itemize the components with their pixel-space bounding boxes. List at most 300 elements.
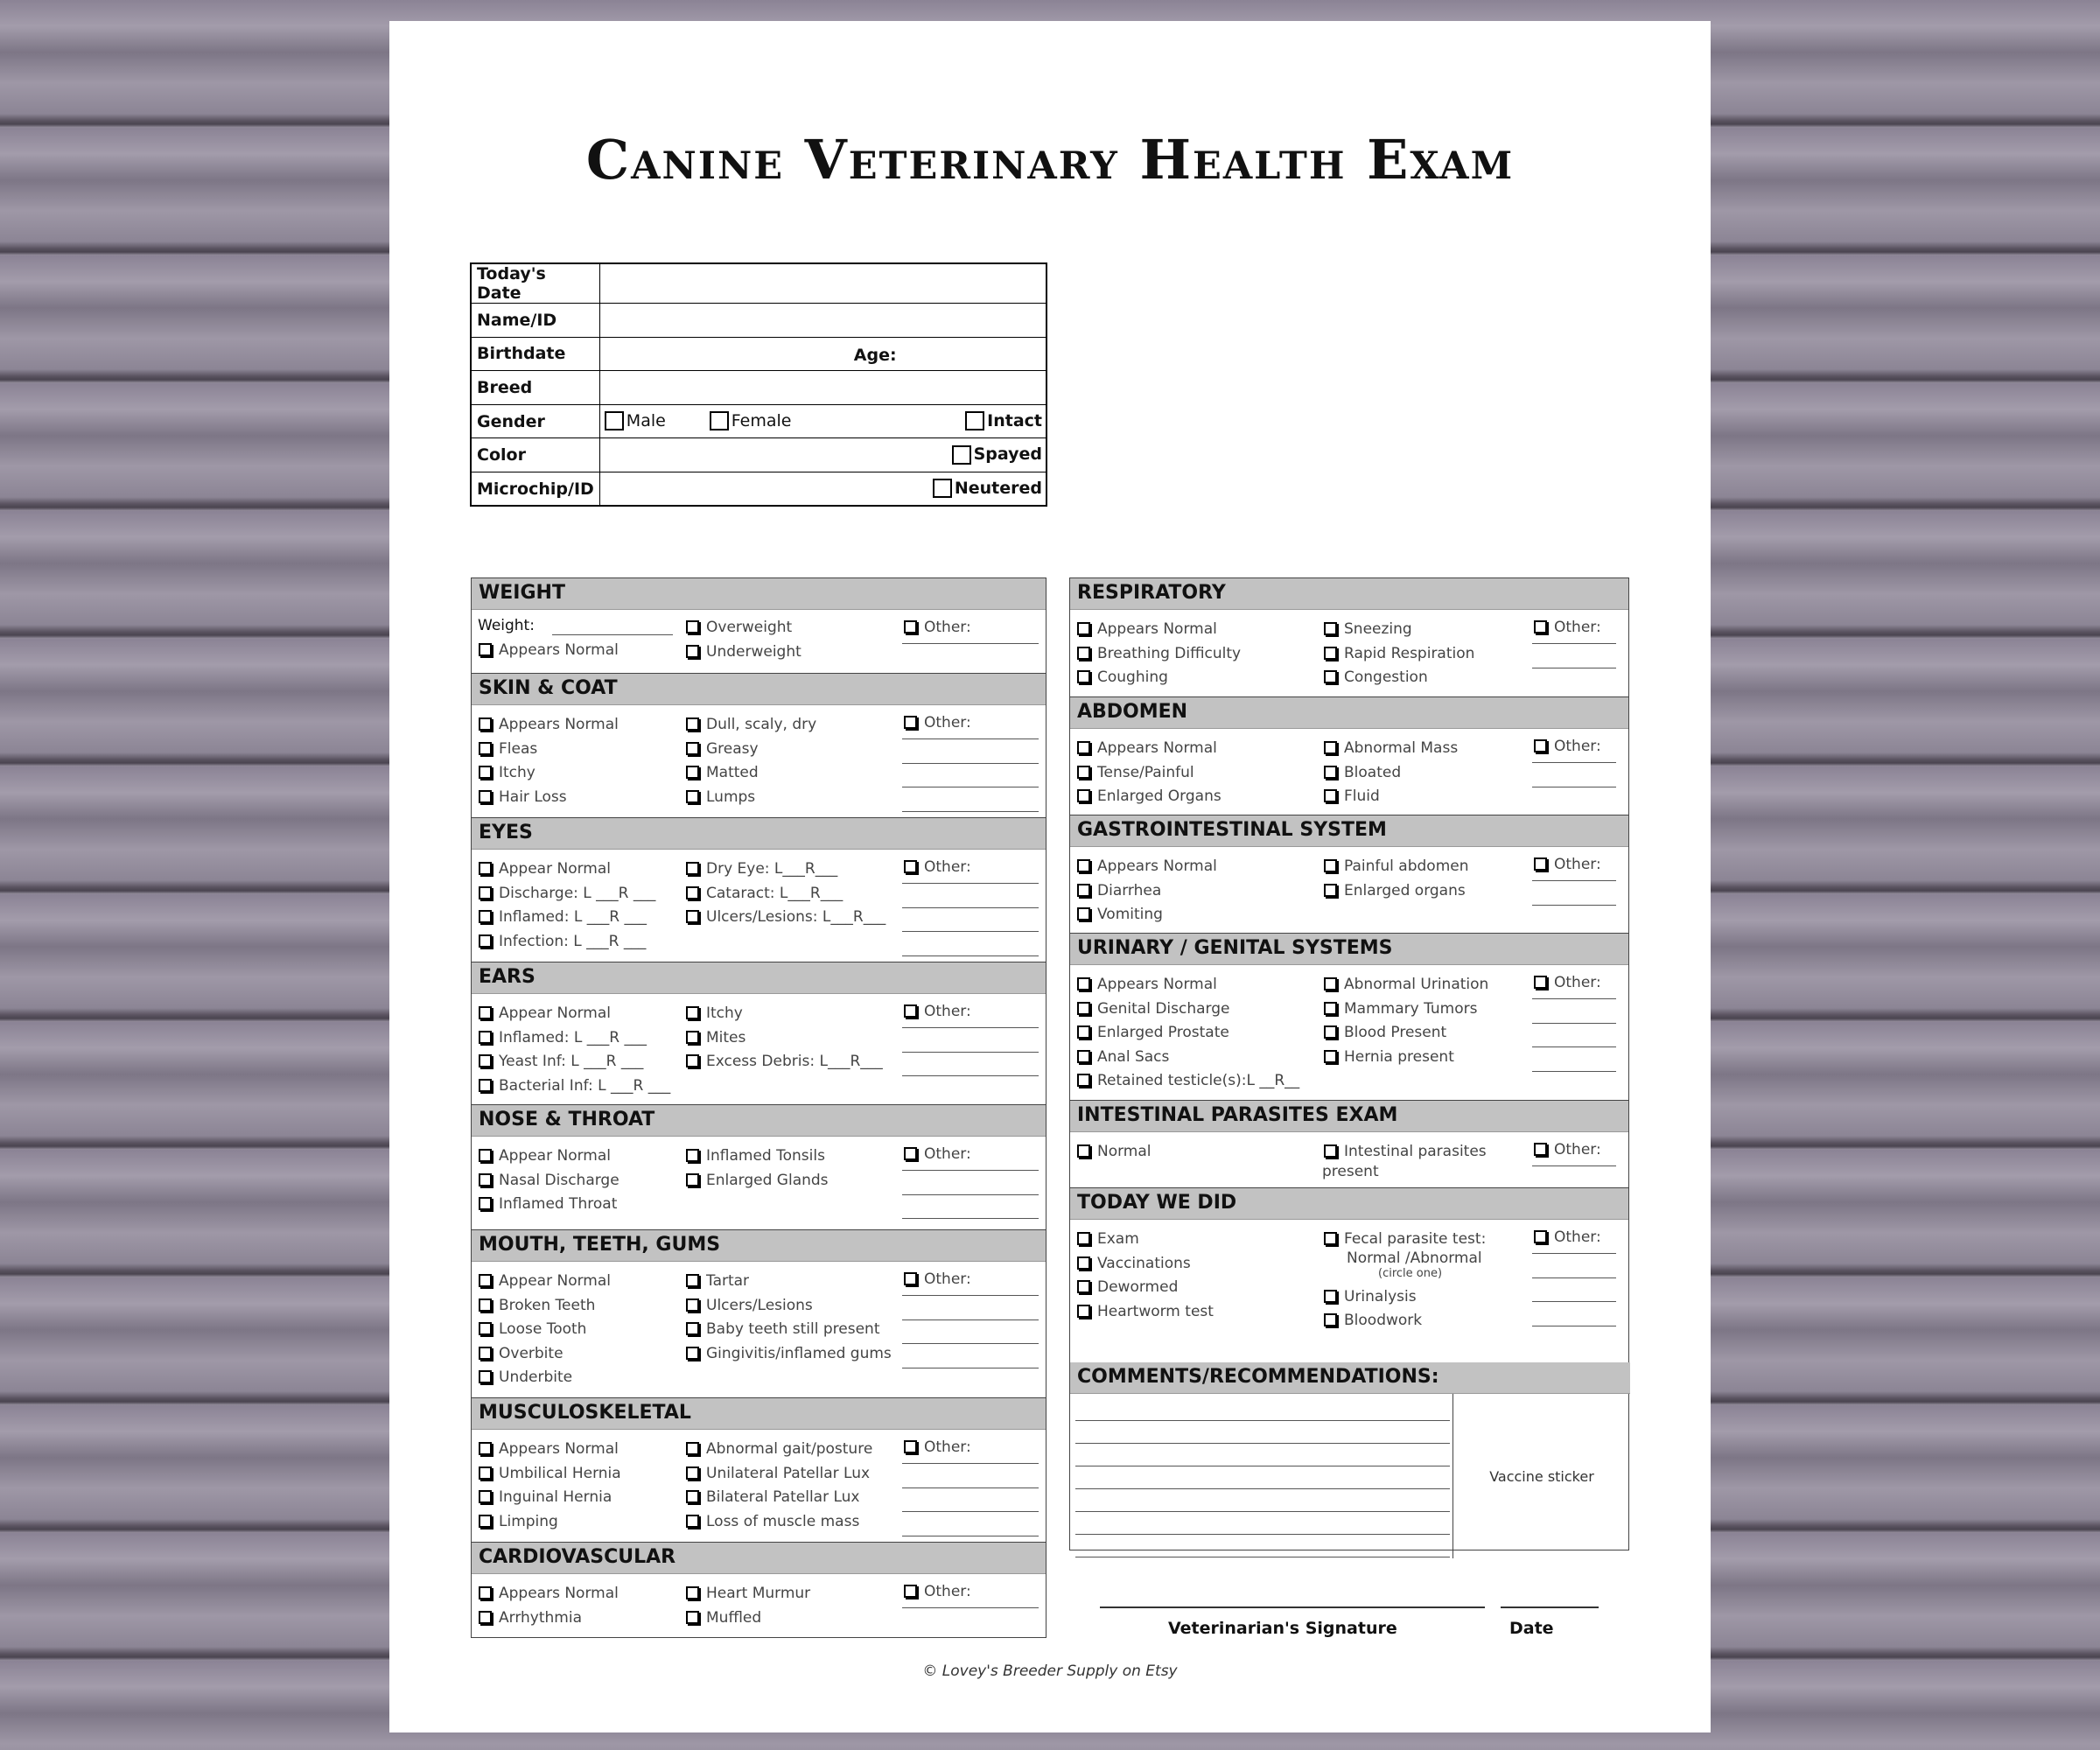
checkbox-icon[interactable] — [686, 1515, 699, 1528]
other-item[interactable] — [904, 1270, 971, 1288]
exam-item[interactable] — [479, 1077, 670, 1095]
comment-line[interactable] — [1075, 1557, 1450, 1558]
checkbox-icon[interactable] — [1324, 766, 1337, 779]
checkbox-icon[interactable] — [1534, 976, 1547, 989]
item-label: Inflamed Throat — [499, 1195, 618, 1213]
checkbox-icon[interactable] — [686, 1347, 699, 1360]
checkbox-icon[interactable] — [686, 1149, 699, 1162]
exam-item[interactable] — [1077, 1072, 1299, 1089]
item-label: Hernia present — [1344, 1047, 1454, 1066]
checkbox-icon[interactable] — [904, 716, 917, 729]
checkbox-icon[interactable] — [1534, 1143, 1547, 1156]
date-field[interactable] — [599, 263, 1046, 304]
other-line[interactable] — [1532, 1046, 1616, 1047]
checkbox-icon[interactable] — [686, 910, 699, 923]
other-line[interactable] — [1532, 880, 1616, 881]
color-field[interactable] — [599, 438, 1046, 472]
checkbox-icon[interactable] — [1324, 670, 1337, 683]
checkbox-icon[interactable] — [686, 1173, 699, 1186]
date-label: Date — [1509, 1619, 1554, 1638]
other-item[interactable] — [904, 1583, 971, 1600]
checkbox-icon[interactable] — [479, 1274, 492, 1287]
item-label: Sneezing — [1344, 620, 1412, 638]
exam-item[interactable] — [479, 1029, 647, 1046]
exam-item[interactable] — [479, 1488, 612, 1506]
checkbox-icon[interactable] — [479, 643, 492, 656]
date-line[interactable] — [1501, 1606, 1599, 1608]
exam-item[interactable] — [686, 619, 792, 636]
checkbox-icon[interactable] — [686, 886, 699, 900]
exam-item[interactable] — [479, 716, 619, 733]
checkbox-icon[interactable] — [479, 1322, 492, 1335]
other-item[interactable] — [1534, 1141, 1601, 1158]
checkbox-icon[interactable] — [1077, 1256, 1090, 1270]
exam-item[interactable] — [1077, 1230, 1139, 1248]
exam-item[interactable] — [479, 740, 537, 758]
exam-item[interactable] — [1324, 882, 1466, 900]
section-header: TODAY WE DID — [1070, 1188, 1628, 1220]
checkbox-icon[interactable] — [686, 1298, 699, 1312]
exam-section — [472, 578, 1046, 673]
checkbox-icon[interactable] — [1077, 1026, 1090, 1039]
circle-one-note: (circle one) — [1378, 1267, 1443, 1280]
checkbox-icon[interactable] — [479, 1466, 492, 1480]
checkbox-icon[interactable] — [479, 1079, 492, 1092]
comment-line[interactable] — [1075, 1511, 1450, 1512]
exam-item[interactable] — [1077, 1255, 1191, 1272]
checkbox-icon[interactable] — [1077, 859, 1090, 872]
checkbox-icon[interactable] — [686, 1490, 699, 1503]
other-item[interactable] — [1534, 738, 1601, 755]
exam-section — [1070, 578, 1628, 696]
exam-item[interactable] — [686, 788, 755, 806]
checkbox-icon[interactable] — [686, 1611, 699, 1624]
checkbox-icon[interactable] — [1077, 766, 1090, 779]
checkbox-icon[interactable] — [904, 1585, 917, 1598]
female-label: Female — [731, 410, 792, 430]
exam-item[interactable] — [1077, 1303, 1214, 1320]
checkbox-icon[interactable] — [1077, 1050, 1090, 1063]
right-exam-column — [1069, 578, 1629, 1550]
other-item[interactable] — [904, 1438, 971, 1456]
exam-item[interactable] — [479, 885, 655, 902]
checkbox-icon[interactable] — [479, 1173, 492, 1186]
checkbox-icon[interactable] — [479, 766, 492, 779]
exam-item[interactable] — [686, 1488, 859, 1506]
checkbox-icon[interactable] — [686, 1031, 699, 1044]
checkbox-icon[interactable] — [686, 1054, 699, 1068]
exam-item[interactable] — [479, 1172, 620, 1189]
checkbox-icon[interactable] — [1534, 620, 1547, 634]
section-header: ABDOMEN — [1070, 697, 1628, 729]
exam-item[interactable] — [1324, 1230, 1486, 1248]
item-label: Infection: L ___R ___ — [499, 932, 647, 950]
checkbox-icon[interactable] — [1534, 1230, 1547, 1243]
checkbox-icon[interactable] — [686, 1274, 699, 1287]
item-label: Dry Eye: L___R___ — [706, 860, 838, 878]
checkbox-icon[interactable] — [1077, 1232, 1090, 1245]
item-label: Unilateral Patellar Lux — [706, 1464, 871, 1482]
other-line[interactable] — [902, 1218, 1039, 1219]
exam-item[interactable] — [479, 641, 619, 659]
item-label: Other: — [924, 619, 971, 636]
breed-field[interactable] — [599, 371, 1046, 405]
exam-item[interactable] — [686, 1004, 743, 1022]
checkbox-icon[interactable] — [1324, 1026, 1337, 1039]
exam-item[interactable] — [479, 860, 611, 878]
exam-item[interactable] — [1077, 645, 1241, 662]
checkbox-icon[interactable] — [1077, 622, 1090, 635]
other-line[interactable] — [902, 787, 1039, 788]
item-label: Abnormal gait/posture — [706, 1440, 873, 1458]
exam-item[interactable] — [1077, 882, 1161, 900]
item-label: Other: — [924, 1145, 971, 1163]
female-checkbox[interactable] — [710, 411, 729, 430]
checkbox-icon[interactable] — [479, 1054, 492, 1068]
other-line[interactable] — [1532, 998, 1616, 999]
other-line[interactable] — [1532, 643, 1616, 644]
checkbox-icon[interactable] — [1324, 859, 1337, 872]
item-label: Inflamed Tonsils — [706, 1147, 825, 1165]
exam-item[interactable] — [479, 1004, 611, 1022]
exam-item[interactable] — [1324, 1024, 1446, 1041]
checkbox-icon[interactable] — [479, 742, 492, 755]
exam-item[interactable] — [1324, 858, 1468, 875]
other-line[interactable] — [902, 738, 1039, 739]
exam-item[interactable] — [479, 1609, 582, 1627]
item-label: Dull, scaly, dry — [706, 716, 817, 733]
section-header: INTESTINAL PARASITES EXAM — [1070, 1101, 1628, 1132]
exam-item[interactable] — [479, 764, 536, 781]
other-line[interactable] — [902, 1170, 1039, 1171]
other-item[interactable] — [1534, 1228, 1601, 1246]
exam-item[interactable] — [1077, 620, 1217, 638]
other-line[interactable] — [902, 1607, 1039, 1608]
exam-item[interactable] — [686, 716, 816, 733]
checkbox-icon[interactable] — [686, 742, 699, 755]
exam-item[interactable] — [1324, 1288, 1417, 1306]
item-label: Vomiting — [1097, 906, 1163, 923]
other-line[interactable] — [902, 1343, 1039, 1344]
exam-section — [1070, 696, 1628, 815]
other-line[interactable] — [902, 1027, 1039, 1028]
exam-item[interactable] — [686, 643, 802, 661]
checkbox-icon[interactable] — [1077, 1074, 1090, 1087]
exam-item[interactable] — [479, 1345, 564, 1362]
exam-item[interactable] — [1324, 1048, 1454, 1066]
checkbox-icon[interactable] — [1324, 1313, 1337, 1326]
exam-item[interactable] — [479, 1147, 611, 1165]
checkbox-icon[interactable] — [686, 766, 699, 779]
checkbox-icon[interactable] — [479, 910, 492, 923]
other-line[interactable] — [902, 883, 1039, 884]
exam-item[interactable] — [686, 1513, 859, 1530]
section-header: SKIN & COAT — [472, 674, 1046, 705]
exam-item[interactable] — [1077, 739, 1217, 757]
birthdate-field[interactable] — [599, 337, 1046, 371]
comment-line[interactable] — [1075, 1488, 1450, 1489]
exam-item[interactable] — [1324, 1000, 1477, 1018]
exam-item[interactable] — [1077, 1278, 1178, 1296]
signature-label: Veterinarian's Signature — [1168, 1619, 1397, 1638]
checkbox-icon[interactable] — [1324, 1232, 1337, 1245]
exam-item[interactable] — [479, 1195, 617, 1213]
checkbox-icon[interactable] — [479, 1347, 492, 1360]
checkbox-icon[interactable] — [1077, 647, 1090, 660]
other-line[interactable] — [902, 643, 1039, 644]
checkbox-icon[interactable] — [1324, 741, 1337, 754]
other-line[interactable] — [1532, 1301, 1616, 1302]
exam-item[interactable] — [479, 1585, 619, 1602]
other-item[interactable] — [904, 858, 971, 876]
checkbox-icon[interactable] — [686, 1442, 699, 1455]
other-item[interactable] — [904, 619, 971, 636]
checkbox-icon[interactable] — [479, 1006, 492, 1019]
exam-item[interactable] — [479, 1440, 619, 1458]
item-label: Inflamed: L ___R ___ — [499, 908, 647, 926]
checkbox-icon[interactable] — [904, 1440, 917, 1453]
checkbox-icon[interactable] — [904, 620, 917, 634]
checkbox-icon[interactable] — [1077, 1305, 1090, 1318]
info-label: Gender — [471, 404, 599, 438]
item-label: Appears Normal — [1097, 739, 1217, 757]
checkbox-icon[interactable] — [1077, 884, 1090, 897]
other-item[interactable] — [1534, 974, 1601, 991]
other-line[interactable] — [1532, 787, 1616, 788]
item-label: Overweight — [706, 619, 793, 636]
exam-item[interactable] — [1077, 1048, 1169, 1066]
exam-item[interactable] — [686, 1147, 825, 1165]
checkbox-icon[interactable] — [479, 790, 492, 803]
exam-item[interactable] — [686, 908, 886, 926]
checkbox-icon[interactable] — [686, 1586, 699, 1600]
checkbox-icon[interactable] — [904, 860, 917, 873]
exam-item[interactable] — [1324, 764, 1401, 781]
microchip-field[interactable] — [599, 472, 1046, 506]
other-item[interactable] — [1534, 619, 1601, 636]
exam-item[interactable] — [1324, 788, 1380, 805]
weight-line[interactable] — [552, 634, 673, 635]
exam-section — [1070, 1187, 1628, 1340]
signature-line[interactable] — [1100, 1606, 1485, 1608]
comment-line[interactable] — [1075, 1534, 1450, 1535]
exam-item[interactable] — [479, 933, 646, 950]
item-label: Discharge: L ___R ___ — [499, 884, 656, 902]
section-header: MOUTH, TEETH, GUMS — [472, 1230, 1046, 1262]
item-label: Tense/Painful — [1097, 763, 1194, 781]
checkbox-icon[interactable] — [479, 1197, 492, 1210]
exam-item[interactable] — [1324, 1312, 1422, 1329]
checkbox-icon[interactable] — [479, 1490, 492, 1503]
checkbox-icon[interactable] — [1077, 907, 1090, 920]
exam-item[interactable] — [1077, 976, 1217, 993]
exam-item[interactable] — [686, 1465, 870, 1482]
checkbox-icon[interactable] — [1534, 858, 1547, 871]
exam-item[interactable] — [1077, 788, 1222, 805]
checkbox-icon[interactable] — [1324, 789, 1337, 802]
other-line[interactable] — [902, 1511, 1039, 1512]
item-label: Gingivitis/inflamed gums — [706, 1344, 892, 1362]
exam-section — [472, 962, 1046, 1104]
exam-item[interactable] — [479, 1297, 595, 1314]
other-line[interactable] — [1532, 762, 1616, 763]
exam-item[interactable] — [686, 740, 759, 758]
exam-item[interactable] — [686, 860, 837, 878]
checkbox-icon[interactable] — [1077, 670, 1090, 683]
checkbox-icon[interactable] — [1324, 1144, 1337, 1158]
exam-item[interactable] — [1077, 858, 1217, 875]
checkbox-icon[interactable] — [479, 1515, 492, 1528]
other-item[interactable] — [904, 1003, 971, 1020]
other-line[interactable] — [902, 931, 1039, 932]
neutered-checkbox[interactable] — [933, 479, 952, 498]
name-field[interactable] — [599, 304, 1046, 338]
other-line[interactable] — [902, 763, 1039, 764]
checkbox-icon[interactable] — [479, 1442, 492, 1455]
intact-label: Intact — [987, 410, 1042, 430]
exam-item[interactable] — [479, 1320, 586, 1338]
exam-item[interactable] — [1324, 739, 1458, 757]
checkbox-icon[interactable] — [1324, 884, 1337, 897]
exam-item[interactable] — [1324, 976, 1488, 993]
item-label: Appear Normal — [499, 1272, 611, 1290]
exam-item[interactable] — [686, 1053, 883, 1070]
checkbox-icon[interactable] — [479, 718, 492, 731]
exam-item[interactable] — [1324, 1143, 1487, 1160]
other-line[interactable] — [902, 1295, 1039, 1296]
exam-item[interactable] — [1077, 1000, 1230, 1018]
other-item[interactable] — [904, 1145, 971, 1163]
exam-item[interactable] — [686, 1440, 872, 1458]
exam-item[interactable] — [686, 885, 843, 902]
age-label: Age: — [853, 345, 897, 365]
checkbox-icon[interactable] — [686, 645, 699, 658]
checkbox-icon[interactable] — [1077, 1144, 1090, 1158]
checkbox-icon[interactable] — [1534, 739, 1547, 752]
exam-item[interactable] — [1324, 645, 1474, 662]
other-line[interactable] — [1532, 1071, 1616, 1072]
exam-item[interactable] — [1077, 1143, 1152, 1160]
exam-item[interactable] — [686, 1320, 879, 1338]
intact-checkbox[interactable] — [965, 411, 984, 430]
exam-item[interactable] — [1077, 906, 1163, 923]
exam-item[interactable] — [1077, 1024, 1229, 1041]
item-label: Hair Loss — [499, 788, 567, 806]
comment-line[interactable] — [1075, 1420, 1450, 1421]
exam-item[interactable] — [686, 1345, 892, 1362]
checkbox-icon[interactable] — [686, 862, 699, 875]
checkbox-icon[interactable] — [1324, 647, 1337, 660]
other-line[interactable] — [902, 1075, 1039, 1076]
item-label: Appears Normal — [1097, 976, 1217, 993]
exam-item[interactable] — [686, 1029, 746, 1046]
checkbox-icon[interactable] — [479, 934, 492, 948]
exam-item[interactable] — [1077, 764, 1194, 781]
exam-item[interactable] — [686, 1585, 810, 1602]
checkbox-icon[interactable] — [479, 886, 492, 900]
checkbox-icon[interactable] — [1324, 1290, 1337, 1303]
other-line[interactable] — [1532, 1253, 1616, 1254]
checkbox-icon[interactable] — [686, 1466, 699, 1480]
checkbox-icon[interactable] — [1324, 1050, 1337, 1063]
male-checkbox[interactable] — [605, 411, 624, 430]
exam-item[interactable] — [479, 1368, 572, 1386]
other-line[interactable] — [902, 811, 1039, 812]
checkbox-icon[interactable] — [1077, 741, 1090, 754]
other-line[interactable] — [1532, 1023, 1616, 1024]
exam-item[interactable] — [479, 1272, 611, 1290]
item-label: Lumps — [706, 788, 756, 806]
checkbox-icon[interactable] — [1324, 622, 1337, 635]
spayed-checkbox[interactable] — [952, 445, 971, 465]
checkbox-icon[interactable] — [904, 1272, 917, 1285]
exam-item[interactable] — [479, 908, 647, 926]
item-label: Enlarged Prostate — [1097, 1024, 1229, 1041]
info-label: Microchip/ID — [471, 472, 599, 506]
item-label: Retained testicle(s):L __R__ — [1097, 1072, 1300, 1089]
checkbox-icon[interactable] — [686, 718, 699, 731]
checkbox-icon[interactable] — [686, 620, 699, 634]
exam-item[interactable] — [686, 1297, 813, 1314]
exam-item[interactable] — [479, 1513, 558, 1530]
checkbox-icon[interactable] — [1324, 977, 1337, 990]
checkbox-icon[interactable] — [479, 1298, 492, 1312]
checkbox-icon[interactable] — [1077, 789, 1090, 802]
checkbox-icon[interactable] — [479, 1149, 492, 1162]
other-item[interactable] — [1534, 856, 1601, 873]
other-item[interactable] — [904, 714, 971, 732]
exam-item[interactable] — [686, 764, 759, 781]
other-line[interactable] — [902, 1052, 1039, 1053]
exam-item[interactable] — [686, 1272, 749, 1290]
item-label: Overbite — [499, 1344, 564, 1362]
item-label: Intestinal parasites — [1344, 1143, 1487, 1160]
comment-line[interactable] — [1075, 1443, 1450, 1444]
checkbox-icon[interactable] — [686, 1006, 699, 1019]
exam-item[interactable] — [479, 788, 567, 806]
checkbox-icon[interactable] — [1077, 977, 1090, 990]
checkbox-icon[interactable] — [1077, 1280, 1090, 1293]
checkbox-icon[interactable] — [686, 1322, 699, 1335]
item-label: Diarrhea — [1097, 881, 1162, 900]
other-line[interactable] — [902, 907, 1039, 908]
exam-item[interactable] — [1077, 668, 1168, 686]
checkbox-icon[interactable] — [686, 790, 699, 803]
item-label: Bloodwork — [1344, 1312, 1423, 1329]
checkbox-icon[interactable] — [1324, 1002, 1337, 1015]
checkbox-icon[interactable] — [479, 1611, 492, 1624]
exam-item[interactable] — [686, 1172, 829, 1189]
checkbox-icon[interactable] — [479, 1370, 492, 1383]
other-line[interactable] — [902, 1194, 1039, 1195]
checkbox-icon[interactable] — [904, 1147, 917, 1160]
checkbox-icon[interactable] — [1077, 1002, 1090, 1015]
item-label: Painful abdomen — [1344, 858, 1469, 875]
checkbox-icon[interactable] — [479, 1586, 492, 1600]
item-label: Blood Present — [1344, 1024, 1447, 1041]
checkbox-icon[interactable] — [904, 1004, 917, 1018]
other-line[interactable] — [1532, 905, 1616, 906]
exam-item[interactable] — [686, 1609, 761, 1627]
exam-item[interactable] — [1324, 620, 1412, 638]
item-label: Other: — [1554, 1141, 1601, 1158]
exam-item[interactable] — [479, 1465, 621, 1482]
checkbox-icon[interactable] — [479, 862, 492, 875]
checkbox-icon[interactable] — [479, 1031, 492, 1044]
other-line[interactable] — [902, 1463, 1039, 1464]
exam-item[interactable] — [479, 1053, 643, 1070]
exam-item[interactable] — [1324, 668, 1428, 686]
